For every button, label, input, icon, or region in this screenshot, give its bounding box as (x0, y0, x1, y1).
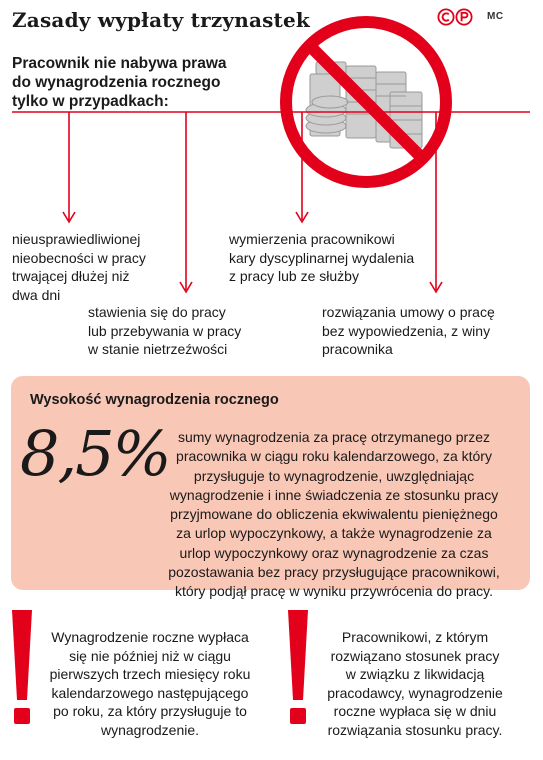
no-money-icon (272, 8, 460, 196)
case-disciplinary-dismissal: wymierzenia pracownikowi kary dyscyplinarnej wydalenia z pracy lub ze służby (229, 231, 415, 284)
page-title: Zasady wypłaty trzynastek (12, 8, 310, 32)
exclamation-icon (10, 608, 34, 726)
case-termination-without-notice: rozwiązania umowy o pracę bez wypowiedzenia, z winy pracownika (322, 304, 495, 357)
intro-text: Pracownik nie nabywa prawa do wynagrodzenia rocznego tylko w przypadkach: (12, 55, 227, 110)
payment-deadline-note: Wynagrodzenie roczne wypłaca się nie później niż w ciągu pierwszych trzech miesięcy roku kalendarzowego następującego po roku, za który przysługuje to wynagrodzenie. (49, 629, 251, 738)
liquidation-note: Pracownikowi, z którym rozwiązano stosunek pracy w związku z likwidacją pracodawcy, wynagrodzenie roczne wypłaca się w dniu rozwiązania stosunku pracy. (327, 629, 503, 738)
case-unexcused-absence: nieusprawiedliwionej nieobecności w pracy trwającej dłużej niż dwa dni (12, 231, 146, 303)
rate-description: sumy wynagrodzenia za pracę otrzymanego przez pracownika w ciągu roku kalendarzowego, za który przysługuje to wynagrodzenie, uwzględniając wynagrodzenie i inne świadczenia ze stosunku pracy przyjmowane do obliczenia ekwiwalentu pieniężnego za urlop wypoczynkowy, a także wynagrodzenie za urlop wypoczynkowy oraz wynagrodzenie za czas pozostawania bez pracy przysługujące pracownikowi, który podjął pracę w wyniku przywrócenia do pracy. (168, 429, 500, 600)
rate-value: 8,5% (20, 417, 170, 490)
case-intoxication: stawienia się do pracy lub przebywania w pracy w stanie nietrzeźwości (88, 304, 242, 357)
rate-panel-title: Wysokość wynagrodzenia rocznego (30, 392, 279, 408)
credit-label: MC (487, 11, 504, 22)
